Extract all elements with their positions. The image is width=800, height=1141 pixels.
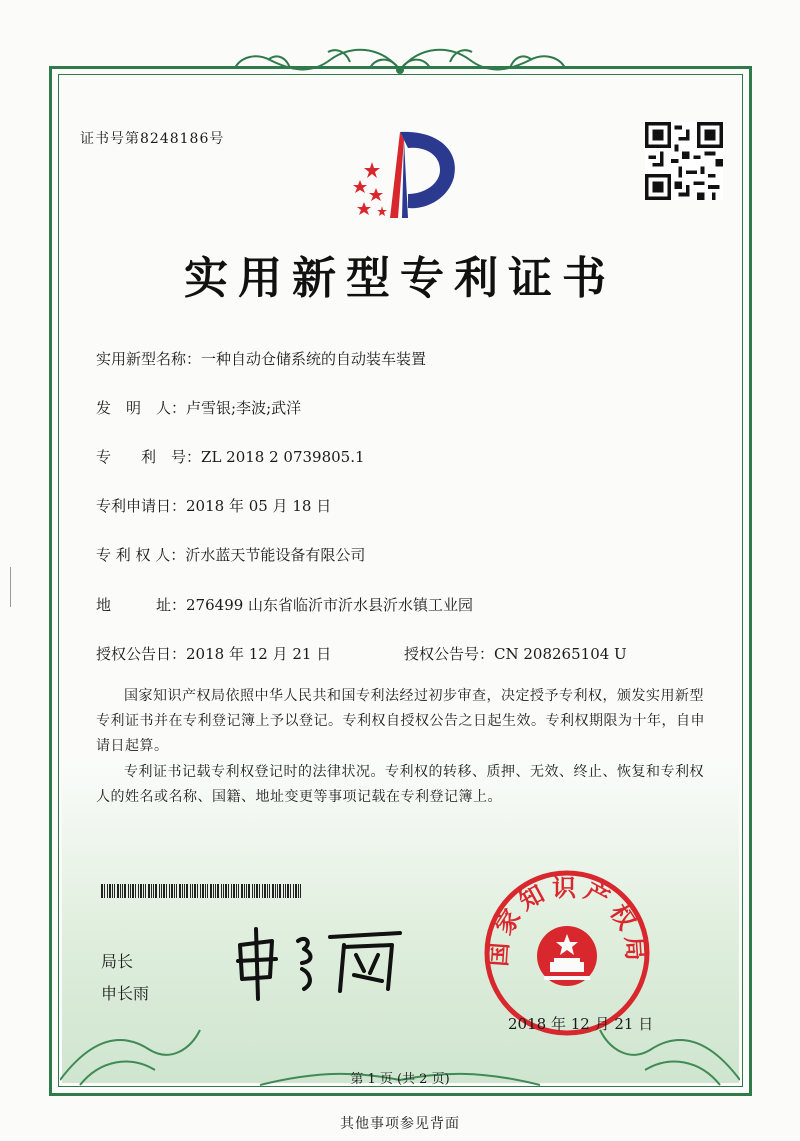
barcode-bar <box>166 884 167 898</box>
barcode-bar <box>163 884 165 898</box>
barcode-bar <box>275 884 276 898</box>
barcode-bar <box>248 884 250 898</box>
barcode-bar <box>153 884 154 898</box>
barcode-bar <box>202 884 204 898</box>
field-value: 2018 年 05 月 18 日 <box>186 497 332 515</box>
barcode-bar <box>298 884 299 898</box>
barcode-bar <box>179 884 181 898</box>
barcode-bar <box>215 884 216 898</box>
barcode-bar <box>262 884 263 898</box>
cnipa-logo-icon <box>342 122 462 222</box>
barcode-bar <box>272 884 274 898</box>
barcode-bar <box>231 884 232 898</box>
field-value: 276499 山东省临沂市沂水县沂水镇工业园 <box>186 596 474 614</box>
barcode-bar <box>148 884 150 898</box>
field-label: 授权公告日： <box>96 645 187 663</box>
barcode-bar <box>124 884 126 898</box>
barcode-bar <box>138 884 139 898</box>
barcode-bar <box>135 884 136 898</box>
barcode-bar <box>109 884 111 898</box>
barcode-bar <box>241 884 243 898</box>
field-value: 2018 年 12 月 21 日 <box>186 645 332 663</box>
certificate-number: 证书号第8248186号 <box>80 131 225 147</box>
top-ornament-icon <box>230 40 570 90</box>
barcode-bar <box>145 884 146 898</box>
barcode-bar <box>169 884 170 898</box>
field-label: 专 利 权 人： <box>96 546 186 564</box>
barcode-bar <box>194 884 196 898</box>
director-title: 局长 <box>101 952 134 971</box>
barcode-bar <box>171 884 173 898</box>
barcode-bar <box>130 884 131 898</box>
barcode-bar <box>228 884 229 898</box>
barcode-bar <box>285 884 286 898</box>
barcode-bar <box>300 884 301 898</box>
field-label: 实用新型名称： <box>96 350 202 368</box>
barcode-bar <box>176 884 177 898</box>
barcode-bar <box>244 884 245 898</box>
director-name: 申长雨 <box>101 984 150 1003</box>
field-value: 沂水蓝天节能设备有限公司 <box>185 546 366 564</box>
field-label: 专 利 号： <box>96 448 202 466</box>
barcode-bar <box>259 884 260 898</box>
field-label: 专利申请日： <box>96 497 187 515</box>
barcode-bar <box>117 884 119 898</box>
barcode-bar <box>184 884 185 898</box>
barcode-bar <box>223 884 224 898</box>
field-inventor <box>96 397 301 418</box>
barcode-bar <box>197 884 198 898</box>
field-address <box>96 594 473 615</box>
barcode-bar <box>238 884 239 898</box>
barcode-bar <box>210 884 212 898</box>
issue-date: 2018 年 12 月 21 日 <box>508 1015 654 1033</box>
barcode-bar <box>151 884 152 898</box>
barcode-bar <box>225 884 227 898</box>
footer-note: 其他事项参见背面 <box>340 1116 460 1132</box>
barcode-bar <box>252 884 253 898</box>
barcode-bar <box>269 884 270 898</box>
national-emblem-icon <box>537 926 597 986</box>
barcode-bar <box>155 884 157 898</box>
edge-mark <box>10 567 11 607</box>
barcode-bar <box>256 884 258 898</box>
barcode-bar <box>161 884 162 898</box>
barcode-bar <box>159 884 160 898</box>
barcode-bar <box>293 884 294 898</box>
barcode-bar <box>174 884 175 898</box>
barcode-bar <box>213 884 214 898</box>
body-paragraph-1: 国家知识产权局依照中华人民共和国专利法经过初步审查，决定授予专利权，颁发实用新型专利证书并在专利登记簿上予以登记。专利权自授权公告之日起生效。专利权期限为十年，自申请日起算。 <box>96 688 705 754</box>
field-value: ZL 2018 2 0739805.1 <box>201 448 365 466</box>
barcode-bar <box>107 884 108 898</box>
barcode-bar <box>192 884 193 898</box>
barcode-bar <box>287 884 289 898</box>
barcode-bar <box>283 884 284 898</box>
field-value: CN 208265104 U <box>494 645 627 663</box>
barcode-bar <box>140 884 142 898</box>
barcode-bar <box>277 884 278 898</box>
barcode-bar <box>254 884 255 898</box>
barcode-bar <box>207 884 208 898</box>
barcode-bar <box>120 884 121 898</box>
barcode-bar <box>114 884 115 898</box>
field-grant-date <box>96 643 331 664</box>
barcode-bar <box>112 884 113 898</box>
field-utility-model-name <box>96 348 426 369</box>
barcode-bar <box>246 884 247 898</box>
barcode-icon <box>101 884 303 898</box>
barcode-bar <box>186 884 188 898</box>
barcode-bar <box>290 884 291 898</box>
barcode-bar <box>221 884 222 898</box>
barcode-bar <box>264 884 266 898</box>
field-label: 授权公告号： <box>404 645 495 663</box>
field-value: 卢雪银;李波;武洋 <box>186 399 302 417</box>
page-number: 第 1 页 (共 2 页) <box>350 1072 450 1087</box>
barcode-bar <box>128 884 129 898</box>
svg-text:国家知识产权局: 国家知识产权局 <box>484 874 650 968</box>
barcode-bar <box>122 884 123 898</box>
field-filing-date <box>96 495 331 516</box>
barcode-bar <box>217 884 219 898</box>
barcode-bar <box>267 884 268 898</box>
barcode-bar <box>236 884 237 898</box>
field-grant-number <box>404 643 627 664</box>
handwritten-signature <box>232 925 404 1001</box>
field-patentee <box>96 544 365 565</box>
field-label: 地 址： <box>96 596 187 614</box>
barcode-bar <box>182 884 183 898</box>
barcode-bar <box>132 884 134 898</box>
field-value: 一种自动仓储系统的自动装车装置 <box>201 350 427 368</box>
field-label: 发 明 人： <box>96 399 187 417</box>
field-patent-number <box>96 446 365 467</box>
barcode-bar <box>101 884 103 898</box>
body-paragraph-2: 专利证书记载专利权登记时的法律状况。专利权的转移、质押、无效、终止、恢复和专利权人的姓名或名称、国籍、地址变更等事项记载在专利登记簿上。 <box>96 764 704 805</box>
barcode-bar <box>279 884 281 898</box>
barcode-bar <box>104 884 105 898</box>
barcode-bar <box>200 884 201 898</box>
barcode-bar <box>190 884 191 898</box>
certificate-title: 实用新型专利证书 <box>184 253 616 304</box>
barcode-bar <box>205 884 206 898</box>
barcode-bar <box>233 884 235 898</box>
qr-code-icon <box>645 122 723 200</box>
barcode-bar <box>295 884 297 898</box>
barcode-bar <box>143 884 144 898</box>
